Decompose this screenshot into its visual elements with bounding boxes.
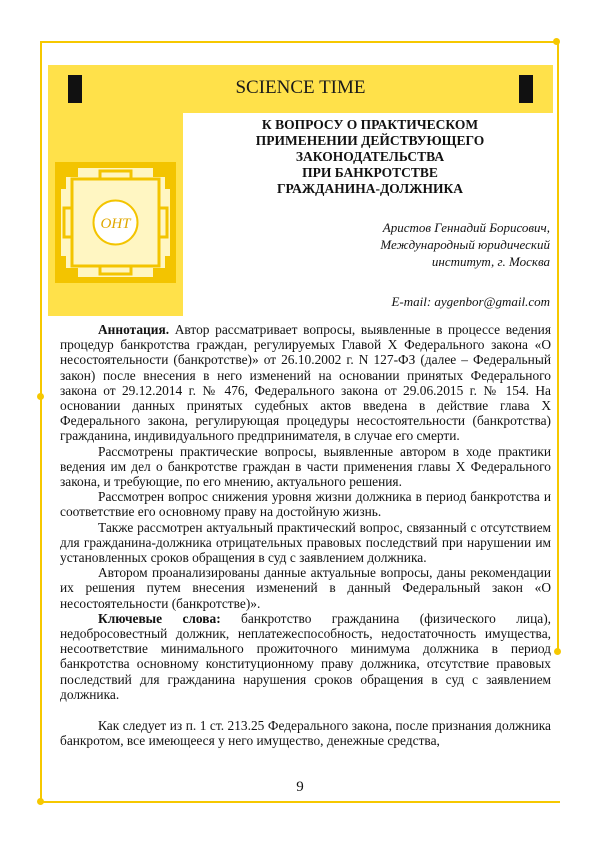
author-block bbox=[250, 219, 550, 270]
journal-logo bbox=[48, 113, 183, 316]
author-name: Аристов Геннадий Борисович, bbox=[382, 220, 550, 235]
keywords-paragraph bbox=[60, 611, 551, 702]
frame-dot-right bbox=[554, 648, 561, 655]
ornament-logo-icon bbox=[48, 113, 183, 316]
abstract-paragraph bbox=[60, 322, 551, 444]
affiliation-line: Международный юридический bbox=[380, 237, 550, 252]
frame-line-top bbox=[40, 41, 555, 43]
frame-line-left-top bbox=[40, 41, 42, 396]
logo-text: ОНТ bbox=[100, 216, 131, 232]
abstract-label: Аннотация. bbox=[98, 322, 170, 337]
frame-line-left-bottom bbox=[40, 396, 42, 801]
title-line: ПРИ БАНКРОТСТВЕ bbox=[302, 165, 438, 180]
abstract-paragraph: Автором проанализированы данные актуальные вопросы, даны рекомендации их решения путем внесения изменений в данный Федеральный закон «О несостоятельности (банкротстве)». bbox=[60, 565, 551, 611]
title-line: ЗАКОНОДАТЕЛЬСТВА bbox=[295, 149, 445, 164]
title-line: ПРИМЕНЕНИИ ДЕЙСТВУЮЩЕГО bbox=[255, 133, 485, 148]
author-email: E-mail: aygenbor@gmail.com bbox=[391, 294, 550, 309]
abstract-paragraph: Также рассмотрен актуальный практический вопрос, связанный с отсутствием для гражданина-должника отрицательных правовых последствий при нарушении им установленных сроков обращения в суд с заявлением должника. bbox=[60, 519, 551, 566]
article-body bbox=[60, 322, 551, 748]
abstract-text: Автор рассматривает вопросы, выявленные в процессе ведения процедур банкротства граждан, регулируемых Главой Х Федерального закона «О несостоятельности (банкротстве)» от 26.10.2002 г. N 127-ФЗ (далее – Федеральный закон) после внесения в него изменений на основании принятых Федерального закона от 29.12.2014 г. № 476, Федерального закона от 29.06.2015 г. № 154. На основании данных принятых судебных актов введена в действие глава Х Федерального закона, регулирующая процедуры несостоятельности (банкротства) гражданина, индивидуального предпринимателя, в случае его смерти. bbox=[60, 322, 551, 444]
frame-line-right bbox=[557, 41, 559, 651]
header-right-block bbox=[519, 75, 533, 103]
journal-header bbox=[48, 65, 553, 113]
abstract-paragraph: Рассмотрены практические вопросы, выявленные автором в ходе практики ведения им дел о банкротстве граждан в части применения главы Х Федерального закона, и требующие, по его мнению, актуального решения. bbox=[60, 443, 551, 490]
abstract-paragraph: Рассмотрен вопрос снижения уровня жизни должника в период банкротства и соответствие его основному праву на достойную жизнь. bbox=[60, 489, 551, 520]
frame-dot-bottom-left bbox=[37, 798, 44, 805]
title-line: ГРАЖДАНИНА-ДОЛЖНИКА bbox=[276, 181, 464, 196]
article-title bbox=[190, 117, 550, 197]
main-paragraph: Как следует из п. 1 ст. 213.25 Федерального закона, после признания должника банкротом, все имеющееся у него имущество, денежные средства, bbox=[60, 718, 551, 749]
frame-line-bottom bbox=[40, 801, 560, 803]
journal-title: SCIENCE TIME bbox=[235, 77, 366, 98]
title-line: К ВОПРОСУ О ПРАКТИЧЕСКОМ bbox=[261, 117, 479, 132]
keywords-label: Ключевые слова: bbox=[98, 610, 221, 626]
affiliation-line: институт, г. Москва bbox=[431, 254, 550, 269]
keywords-text: банкротство гражданина (физического лица), недобросовестный должник, неплатежеспособность, недостаточность имущества, несоответствие минимального прожиточного минимума должника в период банкротства основному конституционному праву должника, отсутствие правовых последствий для гражданина нарушения сроков обращения в суд с заявлением должника. bbox=[60, 610, 551, 702]
page-number: 9 bbox=[296, 779, 304, 795]
